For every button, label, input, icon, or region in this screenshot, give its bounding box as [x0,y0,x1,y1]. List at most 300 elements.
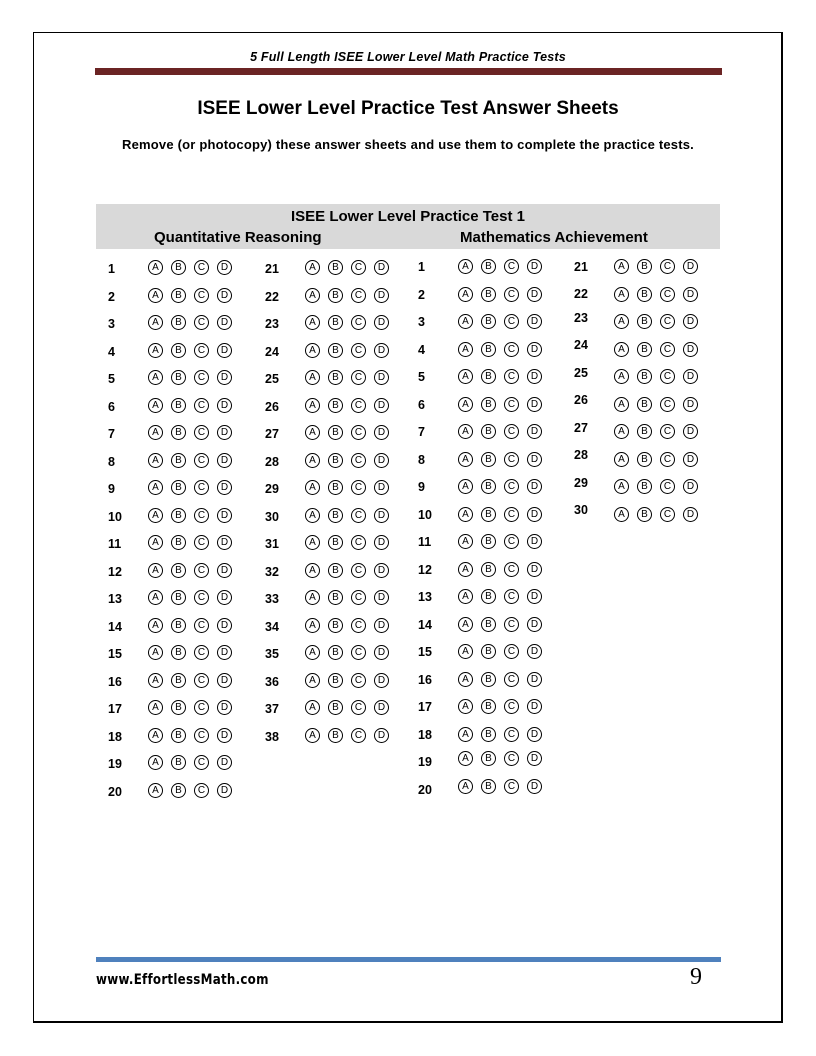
answer-bubble-c[interactable]: C [194,315,209,330]
answer-bubble-d[interactable]: D [374,453,389,468]
answer-bubble-b[interactable]: B [328,480,343,495]
answer-bubble-a[interactable]: A [305,480,320,495]
answer-bubble-a[interactable]: A [458,534,473,549]
answer-bubble-c[interactable]: C [504,779,519,794]
answer-bubble-c[interactable]: C [194,563,209,578]
question-number: 15 [108,647,122,661]
answer-bubble-c[interactable]: C [660,397,675,412]
answer-row [265,314,390,334]
answer-bubble-b[interactable]: B [481,259,496,274]
answer-bubble-b[interactable]: B [328,343,343,358]
answer-bubble-a[interactable]: A [614,287,629,302]
answer-bubble-b[interactable]: B [481,479,496,494]
answer-bubble-d[interactable]: D [374,563,389,578]
answer-bubble-b[interactable]: B [171,755,186,770]
answer-bubble-b[interactable]: B [171,260,186,275]
answer-bubble-a[interactable]: A [148,728,163,743]
answer-bubble-a[interactable]: A [148,535,163,550]
answer-bubble-d[interactable]: D [217,425,232,440]
answer-bubble-b[interactable]: B [481,342,496,357]
answer-bubble-a[interactable]: A [305,398,320,413]
answer-bubble-d[interactable]: D [683,314,698,329]
answer-bubble-a[interactable]: A [458,259,473,274]
answer-bubble-d[interactable]: D [374,425,389,440]
answer-bubble-a[interactable]: A [614,452,629,467]
answer-bubble-d[interactable]: D [217,673,232,688]
question-number: 3 [108,317,115,331]
answer-bubble-d[interactable]: D [217,398,232,413]
answer-bubble-d[interactable]: D [527,397,542,412]
answer-bubble-d[interactable]: D [527,424,542,439]
answer-bubble-b[interactable]: B [171,700,186,715]
answer-bubble-a[interactable]: A [458,644,473,659]
page-title: ISEE Lower Level Practice Test Answer Sheets [197,98,619,119]
answer-bubble-d[interactable]: D [217,535,232,550]
question-number: 5 [418,370,425,384]
answer-bubble-b[interactable]: B [171,315,186,330]
answer-bubble-a[interactable]: A [148,783,163,798]
question-number: 13 [418,590,432,604]
answer-bubble-c[interactable]: C [194,590,209,605]
answer-bubble-d[interactable]: D [217,370,232,385]
answer-bubble-c[interactable]: C [351,728,366,743]
answer-bubble-d[interactable]: D [527,452,542,467]
answer-bubble-a[interactable]: A [148,618,163,633]
answer-bubble-c[interactable]: C [660,452,675,467]
answer-bubble-d[interactable]: D [217,315,232,330]
answer-bubble-a[interactable]: A [305,590,320,605]
answer-bubble-a[interactable]: A [614,424,629,439]
answer-bubble-c[interactable]: C [504,672,519,687]
question-number: 6 [418,398,425,412]
answer-bubble-c[interactable]: C [660,342,675,357]
answer-bubble-a[interactable]: A [148,673,163,688]
answer-bubble-a[interactable]: A [458,452,473,467]
answer-bubble-b[interactable]: B [328,728,343,743]
answer-bubble-b[interactable]: B [328,673,343,688]
answer-bubble-b[interactable]: B [171,343,186,358]
answer-bubble-d[interactable]: D [374,535,389,550]
answer-bubble-b[interactable]: B [481,424,496,439]
answer-bubble-b[interactable]: B [171,783,186,798]
answer-bubble-d[interactable]: D [527,727,542,742]
answer-bubble-a[interactable]: A [458,779,473,794]
answer-bubble-d[interactable]: D [217,645,232,660]
answer-bubble-d[interactable]: D [374,260,389,275]
answer-bubble-b[interactable]: B [171,590,186,605]
answer-bubble-a[interactable]: A [614,369,629,384]
answer-bubble-a[interactable]: A [614,314,629,329]
answer-bubble-c[interactable]: C [194,700,209,715]
answer-bubble-c[interactable]: C [351,260,366,275]
answer-bubble-c[interactable]: C [194,425,209,440]
answer-bubble-b[interactable]: B [171,563,186,578]
answer-bubble-d[interactable]: D [374,728,389,743]
answer-bubble-a[interactable]: A [305,700,320,715]
answer-bubble-b[interactable]: B [328,425,343,440]
answer-bubble-b[interactable]: B [171,535,186,550]
answer-bubble-a[interactable]: A [458,342,473,357]
answer-bubble-c[interactable]: C [194,453,209,468]
answer-bubble-b[interactable]: B [637,287,652,302]
answer-bubble-d[interactable]: D [527,369,542,384]
answer-bubble-b[interactable]: B [328,563,343,578]
answer-bubble-b[interactable]: B [481,562,496,577]
answer-bubble-a[interactable]: A [148,755,163,770]
answer-bubble-c[interactable]: C [504,342,519,357]
answer-bubble-c[interactable]: C [504,452,519,467]
answer-bubble-b[interactable]: B [328,453,343,468]
answer-bubble-b[interactable]: B [637,479,652,494]
answer-bubble-d[interactable]: D [374,370,389,385]
answer-bubble-a[interactable]: A [458,672,473,687]
answer-bubble-a[interactable]: A [458,589,473,604]
answer-row [418,312,543,332]
answer-bubble-d[interactable]: D [683,397,698,412]
question-number: 6 [108,400,115,414]
answer-bubble-d[interactable]: D [217,343,232,358]
answer-bubble-d[interactable]: D [374,343,389,358]
answer-bubble-d[interactable]: D [527,287,542,302]
answer-bubble-b[interactable]: B [481,534,496,549]
answer-bubble-d[interactable]: D [374,673,389,688]
answer-bubble-b[interactable]: B [171,728,186,743]
answer-bubble-c[interactable]: C [660,287,675,302]
answer-bubble-d[interactable]: D [217,618,232,633]
header-rule [95,68,722,75]
answer-bubble-b[interactable]: B [637,452,652,467]
answer-bubble-d[interactable]: D [683,479,698,494]
answer-bubble-c[interactable]: C [194,260,209,275]
question-number: 11 [108,537,122,551]
answer-bubble-c[interactable]: C [194,755,209,770]
answer-bubble-b[interactable]: B [481,314,496,329]
question-number: 9 [418,480,425,494]
answer-bubble-a[interactable]: A [614,259,629,274]
answer-bubble-c[interactable]: C [504,287,519,302]
section-title-quantitative-reasoning: Quantitative Reasoning [154,229,322,246]
answer-bubble-a[interactable]: A [458,507,473,522]
question-number: 36 [265,675,279,689]
answer-bubble-c[interactable]: C [351,398,366,413]
answer-bubble-d[interactable]: D [374,590,389,605]
answer-bubble-d[interactable]: D [683,259,698,274]
answer-bubble-c[interactable]: C [351,453,366,468]
answer-bubble-a[interactable]: A [148,453,163,468]
answer-bubble-c[interactable]: C [351,618,366,633]
answer-bubble-b[interactable]: B [328,288,343,303]
answer-bubble-a[interactable]: A [305,728,320,743]
answer-bubble-c[interactable]: C [504,617,519,632]
answer-bubble-b[interactable]: B [328,590,343,605]
answer-bubble-c[interactable]: C [351,535,366,550]
question-number: 34 [265,620,279,634]
answer-bubble-c[interactable]: C [351,343,366,358]
answer-bubble-c[interactable]: C [194,535,209,550]
answer-bubble-d[interactable]: D [527,534,542,549]
answer-row [418,285,543,305]
answer-bubble-b[interactable]: B [328,260,343,275]
answer-bubble-c[interactable]: C [504,507,519,522]
answer-bubble-b[interactable]: B [171,618,186,633]
answer-bubble-a[interactable]: A [614,342,629,357]
answer-bubble-c[interactable]: C [194,783,209,798]
answer-bubble-a[interactable]: A [458,617,473,632]
answer-bubble-c[interactable]: C [351,480,366,495]
answer-bubble-c[interactable]: C [660,369,675,384]
answer-bubble-b[interactable]: B [481,287,496,302]
answer-bubble-c[interactable]: C [351,645,366,660]
answer-bubble-c[interactable]: C [194,618,209,633]
answer-bubble-b[interactable]: B [171,398,186,413]
answer-bubble-b[interactable]: B [481,672,496,687]
answer-bubble-b[interactable]: B [171,480,186,495]
answer-bubble-c[interactable]: C [194,398,209,413]
answer-bubble-d[interactable]: D [217,783,232,798]
answer-bubble-d[interactable]: D [527,314,542,329]
answer-bubble-b[interactable]: B [481,397,496,412]
answer-bubble-c[interactable]: C [504,369,519,384]
answer-bubble-d[interactable]: D [683,342,698,357]
answer-bubble-a[interactable]: A [148,590,163,605]
answer-bubble-b[interactable]: B [328,535,343,550]
answer-bubble-c[interactable]: C [351,590,366,605]
answer-bubble-b[interactable]: B [637,259,652,274]
answer-bubble-d[interactable]: D [217,700,232,715]
answer-bubble-c[interactable]: C [194,508,209,523]
answer-bubble-c[interactable]: C [504,424,519,439]
answer-bubble-b[interactable]: B [171,645,186,660]
answer-bubble-a[interactable]: A [458,751,473,766]
answer-bubble-d[interactable]: D [527,672,542,687]
answer-bubble-d[interactable]: D [374,398,389,413]
answer-bubble-b[interactable]: B [637,369,652,384]
answer-bubble-c[interactable]: C [660,507,675,522]
answer-bubble-c[interactable]: C [194,370,209,385]
answer-bubble-a[interactable]: A [148,343,163,358]
answer-bubble-c[interactable]: C [351,508,366,523]
answer-bubble-d[interactable]: D [217,563,232,578]
answer-bubble-a[interactable]: A [305,260,320,275]
answer-bubble-c[interactable]: C [504,699,519,714]
answer-bubble-a[interactable]: A [305,315,320,330]
answer-bubble-b[interactable]: B [481,617,496,632]
answer-bubble-b[interactable]: B [481,699,496,714]
answer-row [265,672,390,692]
answer-bubble-c[interactable]: C [504,644,519,659]
answer-bubble-d[interactable]: D [217,728,232,743]
answer-bubble-b[interactable]: B [637,314,652,329]
answer-bubble-c[interactable]: C [504,562,519,577]
answer-bubble-a[interactable]: A [148,480,163,495]
answer-bubble-c[interactable]: C [504,314,519,329]
answer-bubble-a[interactable]: A [458,699,473,714]
answer-bubble-c[interactable]: C [660,424,675,439]
answer-bubble-b[interactable]: B [481,452,496,467]
answer-bubble-c[interactable]: C [194,728,209,743]
answer-row [265,644,390,664]
answer-bubble-a[interactable]: A [148,700,163,715]
answer-bubble-d[interactable]: D [527,644,542,659]
answer-bubble-d[interactable]: D [217,288,232,303]
answer-bubble-d[interactable]: D [683,424,698,439]
answer-bubble-a[interactable]: A [458,287,473,302]
running-title: 5 Full Length ISEE Lower Level Math Practice Tests [250,50,566,64]
answer-bubble-d[interactable]: D [527,507,542,522]
answer-bubble-c[interactable]: C [660,479,675,494]
answer-bubble-d[interactable]: D [217,590,232,605]
answer-bubble-d[interactable]: D [374,618,389,633]
answer-bubble-c[interactable]: C [504,751,519,766]
answer-bubble-d[interactable]: D [527,751,542,766]
answer-bubble-b[interactable]: B [171,425,186,440]
answer-bubble-b[interactable]: B [637,424,652,439]
answer-bubble-a[interactable]: A [614,479,629,494]
answer-bubble-a[interactable]: A [148,260,163,275]
answer-bubble-d[interactable]: D [683,507,698,522]
answer-bubble-a[interactable]: A [305,618,320,633]
answer-bubble-a[interactable]: A [458,369,473,384]
answer-bubble-a[interactable]: A [148,288,163,303]
answer-bubble-a[interactable]: A [458,397,473,412]
answer-bubble-c[interactable]: C [351,370,366,385]
answer-bubble-d[interactable]: D [527,589,542,604]
answer-bubble-a[interactable]: A [458,314,473,329]
answer-bubble-c[interactable]: C [194,480,209,495]
answer-row [265,342,390,362]
answer-bubble-d[interactable]: D [374,315,389,330]
answer-bubble-b[interactable]: B [328,370,343,385]
answer-bubble-a[interactable]: A [148,370,163,385]
question-number: 12 [108,565,122,579]
answer-bubble-b[interactable]: B [328,700,343,715]
answer-bubble-b[interactable]: B [481,779,496,794]
answer-bubble-d[interactable]: D [527,562,542,577]
answer-bubble-c[interactable]: C [660,314,675,329]
answer-bubble-d[interactable]: D [217,508,232,523]
answer-bubble-a[interactable]: A [458,727,473,742]
answer-bubble-a[interactable]: A [458,424,473,439]
question-number: 20 [418,783,432,797]
answer-bubble-b[interactable]: B [637,397,652,412]
answer-bubble-a[interactable]: A [148,425,163,440]
answer-bubble-c[interactable]: C [194,645,209,660]
answer-bubble-b[interactable]: B [481,644,496,659]
answer-bubble-c[interactable]: C [660,259,675,274]
answer-bubble-a[interactable]: A [305,563,320,578]
answer-bubble-c[interactable]: C [194,288,209,303]
answer-bubble-a[interactable]: A [305,645,320,660]
answer-bubble-b[interactable]: B [481,727,496,742]
answer-bubble-b[interactable]: B [171,370,186,385]
answer-bubble-a[interactable]: A [305,673,320,688]
answer-bubble-a[interactable]: A [305,370,320,385]
answer-bubble-d[interactable]: D [374,288,389,303]
answer-bubble-a[interactable]: A [614,507,629,522]
answer-bubble-b[interactable]: B [171,453,186,468]
answer-bubble-d[interactable]: D [527,617,542,632]
answer-bubble-d[interactable]: D [683,369,698,384]
answer-bubble-d[interactable]: D [217,453,232,468]
answer-bubble-c[interactable]: C [194,343,209,358]
answer-bubble-b[interactable]: B [481,751,496,766]
answer-bubble-d[interactable]: D [217,755,232,770]
answer-bubble-a[interactable]: A [305,535,320,550]
answer-bubble-c[interactable]: C [504,534,519,549]
answer-bubble-c[interactable]: C [351,700,366,715]
footer-website: www.EffortlessMath.com [96,972,269,988]
answer-bubble-a[interactable]: A [305,508,320,523]
question-number: 10 [418,508,432,522]
answer-bubble-b[interactable]: B [171,288,186,303]
answer-bubble-c[interactable]: C [351,673,366,688]
answer-bubble-a[interactable]: A [305,453,320,468]
answer-bubble-b[interactable]: B [328,645,343,660]
answer-bubble-a[interactable]: A [614,397,629,412]
answer-bubble-c[interactable]: C [504,727,519,742]
answer-bubble-d[interactable]: D [527,342,542,357]
question-number: 27 [265,427,279,441]
answer-bubble-a[interactable]: A [458,562,473,577]
answer-bubble-b[interactable]: B [328,618,343,633]
answer-bubble-d[interactable]: D [374,480,389,495]
answer-row [574,418,699,438]
answer-bubble-b[interactable]: B [481,507,496,522]
answer-bubble-a[interactable]: A [305,425,320,440]
answer-bubble-b[interactable]: B [481,369,496,384]
answer-bubble-d[interactable]: D [527,779,542,794]
answer-bubble-d[interactable]: D [374,508,389,523]
answer-bubble-c[interactable]: C [351,563,366,578]
answer-bubble-b[interactable]: B [328,508,343,523]
answer-bubble-a[interactable]: A [148,398,163,413]
answer-bubble-a[interactable]: A [305,288,320,303]
answer-bubble-d[interactable]: D [683,287,698,302]
answer-bubble-b[interactable]: B [171,673,186,688]
answer-bubble-c[interactable]: C [504,397,519,412]
answer-bubble-b[interactable]: B [481,589,496,604]
answer-bubble-c[interactable]: C [351,315,366,330]
answer-bubble-d[interactable]: D [217,260,232,275]
answer-bubble-a[interactable]: A [148,315,163,330]
answer-bubble-a[interactable]: A [148,508,163,523]
question-number: 10 [108,510,122,524]
answer-bubble-d[interactable]: D [527,259,542,274]
answer-bubble-b[interactable]: B [171,508,186,523]
answer-bubble-d[interactable]: D [374,700,389,715]
answer-bubble-b[interactable]: B [637,507,652,522]
answer-bubble-a[interactable]: A [148,645,163,660]
answer-bubble-c[interactable]: C [194,673,209,688]
answer-bubble-d[interactable]: D [683,452,698,467]
answer-bubble-c[interactable]: C [504,589,519,604]
answer-bubble-d[interactable]: D [527,479,542,494]
answer-bubble-d[interactable]: D [527,699,542,714]
answer-bubble-d[interactable]: D [374,645,389,660]
answer-bubble-c[interactable]: C [504,259,519,274]
answer-bubble-a[interactable]: A [458,479,473,494]
answer-bubble-c[interactable]: C [351,288,366,303]
answer-bubble-b[interactable]: B [637,342,652,357]
answer-bubble-b[interactable]: B [328,398,343,413]
answer-bubble-d[interactable]: D [217,480,232,495]
answer-row [574,363,699,383]
answer-bubble-c[interactable]: C [351,425,366,440]
answer-bubble-a[interactable]: A [305,343,320,358]
answer-bubble-a[interactable]: A [148,563,163,578]
answer-bubble-c[interactable]: C [504,479,519,494]
answer-bubble-b[interactable]: B [328,315,343,330]
